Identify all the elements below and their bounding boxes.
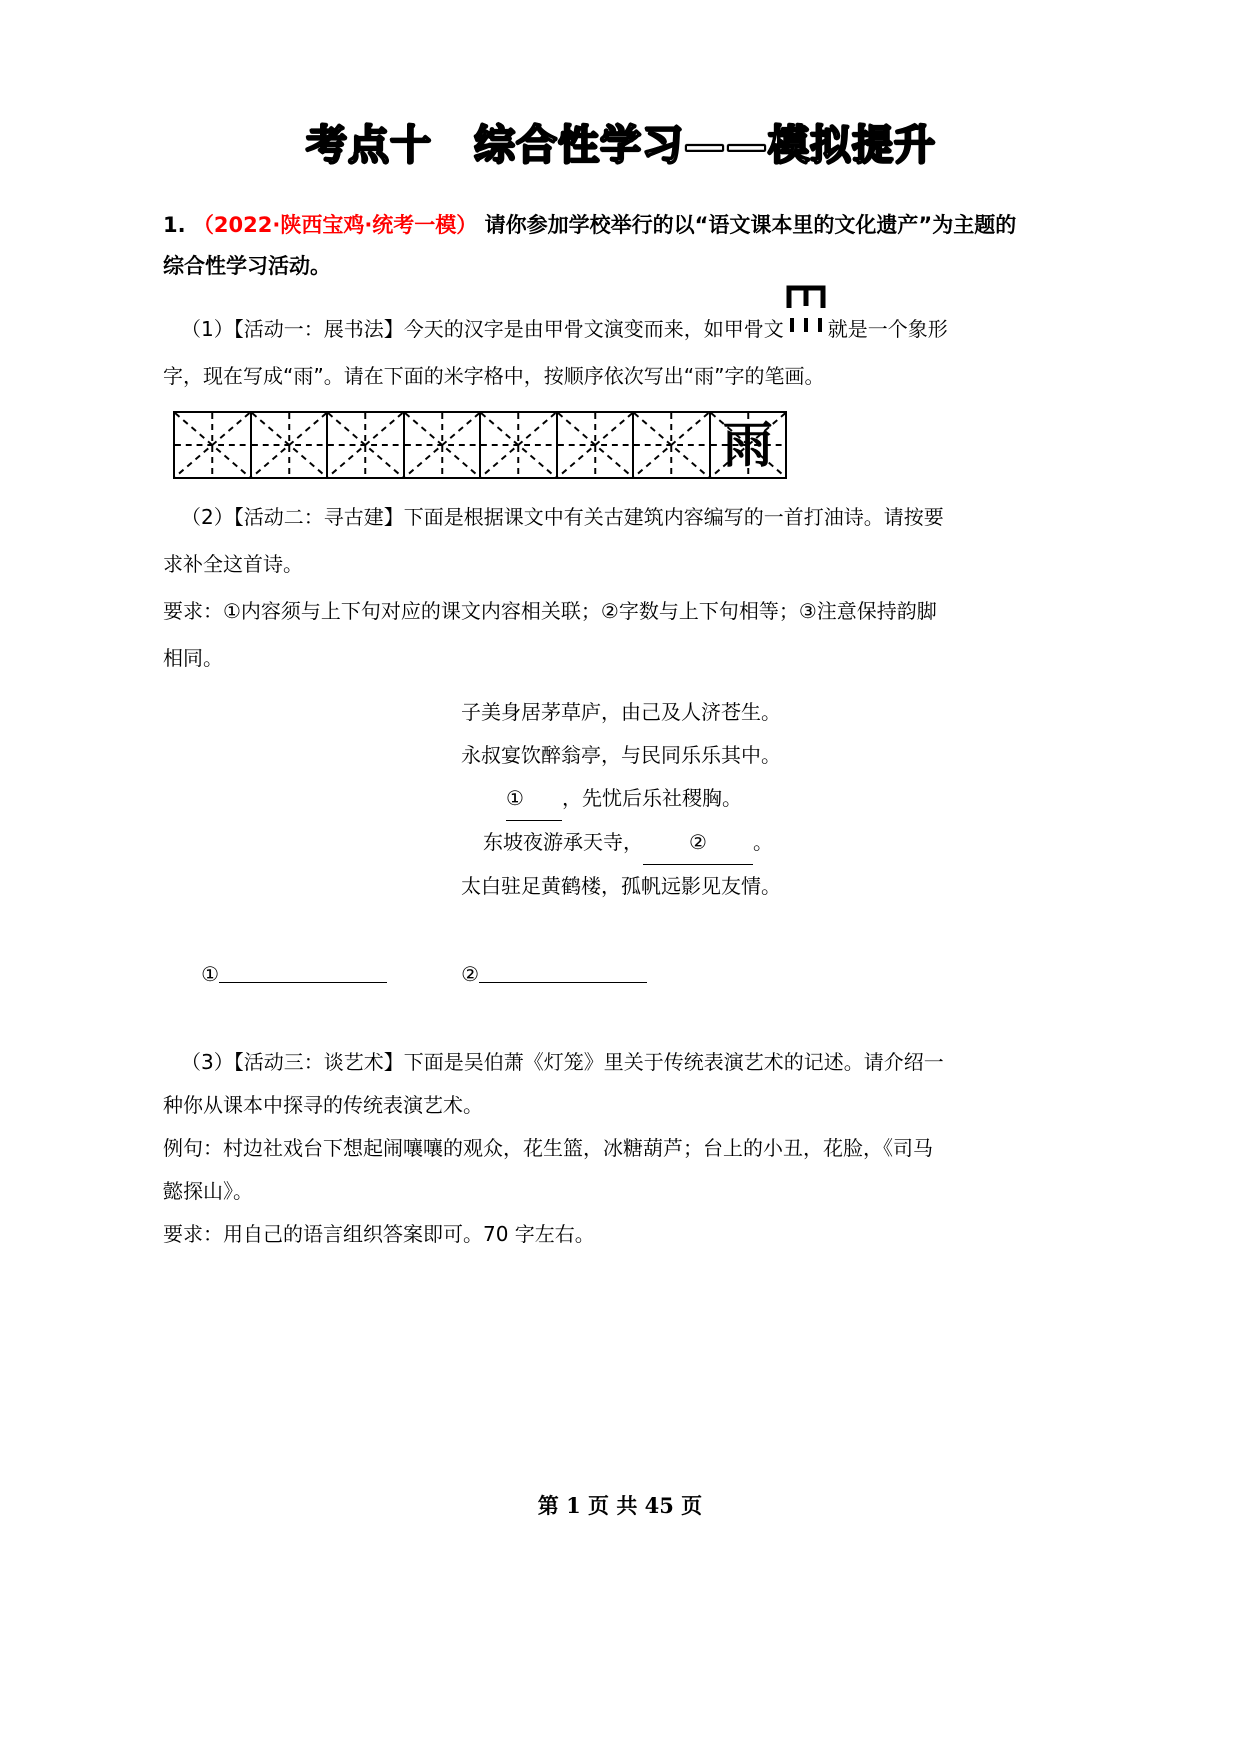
activity-3-example-line-2: 懿探山》。: [163, 1179, 253, 1204]
activity-3-text-1: 下面是吴伯萧《灯笼》里关于传统表演艺术的记述。请介绍一: [403, 1050, 944, 1075]
question-stem-line-2: 综合性学习活动。: [163, 254, 331, 279]
mizige-cell[interactable]: [634, 413, 711, 477]
question-source-tag: （2022·陕西宝鸡·统考一模）: [192, 213, 478, 238]
mizige-guides: [175, 413, 250, 477]
poem-inline-blank[interactable]: ①: [506, 777, 562, 821]
activity-2-requirements-line-2: 相同。: [163, 646, 223, 671]
poem-line: [163, 734, 1079, 777]
poem-line-text: 。: [753, 830, 773, 855]
poem-line-text: 太白驻足黄鹤楼，孤帆远影见友情。: [461, 874, 781, 899]
activity-3-example-line-1: 例句：村边社戏台下想起闹嚷嚷的观众，花生篮，冰糖葫芦；台上的小丑，花脸，《司马: [163, 1136, 933, 1161]
question-stem: [163, 205, 1079, 287]
mizige-guides: [405, 413, 480, 477]
activity-2-line-2: 求补全这首诗。: [163, 552, 303, 577]
activity-2-line-1: [163, 497, 1079, 538]
answer-blank-line-1[interactable]: [219, 964, 387, 983]
poem-line-text: ，先忧后乐社稷胸。: [562, 786, 742, 811]
activity-3-line-2: 种你从课本中探寻的传统表演艺术。: [163, 1093, 483, 1118]
mizige-cell[interactable]: [711, 413, 786, 477]
activity-1-line-2: 字，现在写成“雨”。请在下面的米字格中，按顺序依次写出“雨”字的笔画。: [163, 364, 825, 389]
mizige-grid: [173, 411, 787, 479]
poem-line: [163, 691, 1079, 734]
activity-3-line-1: [163, 1042, 1079, 1083]
mizige-cell-char: 雨: [722, 415, 773, 475]
mizige-cell[interactable]: [328, 413, 405, 477]
question-stem-line-1: 请你参加学校举行的以“语文课本里的文化遗产”为主题的: [484, 213, 1017, 238]
page-title: 考点十 综合性学习——模拟提升: [306, 121, 936, 169]
mizige-cell[interactable]: [175, 413, 252, 477]
poem-line: [163, 865, 1079, 908]
mizige-grid-wrapper: [173, 411, 1079, 479]
activity-2-label: （2）【活动二：寻古建】: [181, 505, 404, 530]
activity-2-requirements-line-1: 要求：①内容须与上下句对应的课文内容相关联；②字数与上下句相等；③注意保持韵脚: [163, 599, 937, 624]
mizige-cell[interactable]: [405, 413, 482, 477]
answer-blanks-row: [163, 914, 1079, 1034]
mizige-cell[interactable]: [252, 413, 329, 477]
answer-blank-marker-2: ②: [461, 962, 480, 987]
activity-1-text-before-glyph: 今天的汉字是由甲骨文演变而来，如甲骨文: [403, 317, 784, 342]
mizige-guides: [558, 413, 633, 477]
mizige-guides: [328, 413, 403, 477]
poem-line-text: 永叔宴饮醉翁亭，与民同乐乐其中。: [461, 743, 781, 768]
poem-line-text: 子美身居茅草庐，由己及人济苍生。: [461, 700, 781, 725]
mizige-guides: [481, 413, 556, 477]
poem-line: [163, 777, 1079, 821]
activity-1-label: （1）【活动一：展书法】: [181, 317, 404, 342]
answer-blank-marker-1: ①: [201, 962, 220, 987]
poem-inline-blank[interactable]: ②: [643, 821, 753, 865]
mizige-cell[interactable]: [481, 413, 558, 477]
page-footer: 第 1 页 共 45 页: [537, 1493, 703, 1518]
activity-2-text-1: 下面是根据课文中有关古建筑内容编写的一首打油诗。请按要: [403, 505, 944, 530]
activity-3-label: （3）【活动三：谈艺术】: [181, 1050, 404, 1075]
activity-1-line-1: [163, 309, 1079, 350]
mizige-cell[interactable]: [558, 413, 635, 477]
answer-blank-line-2[interactable]: [479, 964, 647, 983]
page-content: [163, 120, 1079, 1257]
oracle-bone-rain-icon: [784, 316, 828, 336]
activity-1-text-after-glyph: 就是一个象形: [827, 317, 948, 342]
question-number: 1.: [163, 213, 186, 238]
activity-3-requirement: 要求：用自己的语言组织答案即可。70 字左右。: [163, 1222, 595, 1247]
poem-line: [163, 821, 1079, 865]
poem-block: [163, 691, 1079, 908]
mizige-guides: [634, 413, 709, 477]
poem-line-text: 东坡夜游承天寺，: [483, 830, 643, 855]
mizige-guides: [252, 413, 327, 477]
